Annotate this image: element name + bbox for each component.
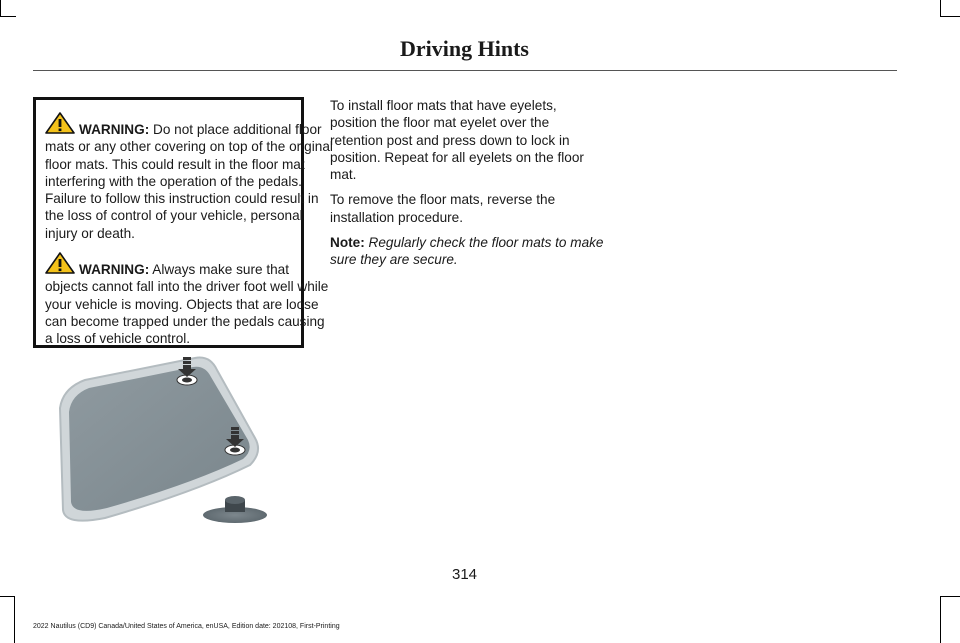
floor-mat-illustration bbox=[45, 350, 285, 530]
warning-label: WARNING: bbox=[79, 122, 150, 137]
footer-edition: 2022 Nautilus (CD9) Canada/United States of America, enUSA, Edition date: 202108, First-Printing bbox=[33, 623, 340, 630]
warning-triangle-icon bbox=[45, 118, 75, 136]
warning-paragraph bbox=[45, 258, 333, 347]
page-number: 314 bbox=[451, 566, 478, 583]
warning-text: Always make sure that objects cannot fall into the driver foot well while your vehicle is moving. Objects that are loose can become trapped under the pedals causing a loss of vehicle control. bbox=[45, 262, 329, 347]
warning-triangle-icon bbox=[45, 258, 75, 276]
crop-mark bbox=[940, 16, 960, 17]
body-text bbox=[330, 97, 605, 277]
crop-mark bbox=[0, 596, 14, 597]
crop-mark bbox=[14, 596, 15, 643]
crop-mark bbox=[941, 596, 960, 597]
crop-mark bbox=[0, 0, 1, 16]
note-text: Regularly check the floor mats to make sure they are secure. bbox=[330, 235, 604, 268]
warning-text: Do not place additional floor mats or any other covering on top of the original floor mats. This could result in the floor mat interfering with the operation of the pedals. Failure to follow this instruction could result in the loss of control of your vehicle, personal injury or death. bbox=[45, 122, 333, 241]
install-instructions: To install floor mats that have eyelets, position the floor mat eyelet over the retention post and press down to lock in position. Repeat for all eyelets on the floor mat. bbox=[330, 98, 584, 183]
page-title: Driving Hints bbox=[400, 36, 529, 61]
remove-instructions: To remove the floor mats, reverse the installation procedure. bbox=[330, 192, 556, 225]
crop-mark bbox=[0, 16, 16, 17]
warning-paragraph bbox=[45, 118, 333, 242]
note-label: Note: bbox=[330, 235, 365, 251]
warning-label: WARNING: bbox=[79, 262, 150, 277]
retention-post bbox=[203, 496, 267, 523]
warning-box bbox=[33, 97, 333, 348]
crop-mark bbox=[940, 596, 941, 643]
header-rule bbox=[33, 70, 897, 71]
crop-mark bbox=[940, 0, 941, 16]
note bbox=[330, 234, 605, 269]
